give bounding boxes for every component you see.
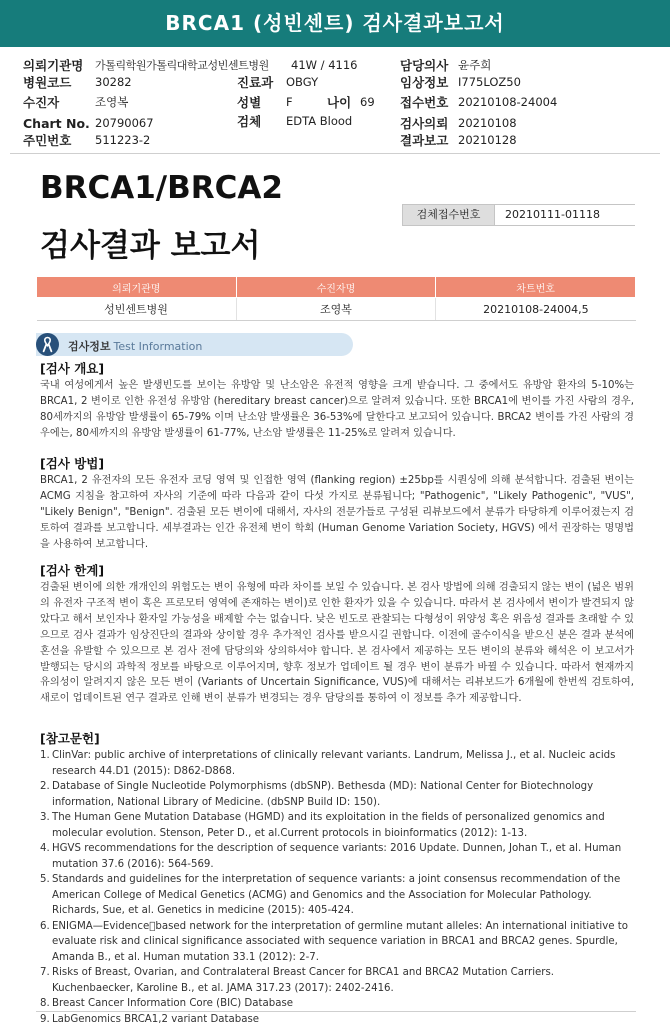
hospital-code-label: 병원코드 — [23, 75, 72, 90]
age-label: 나이 — [327, 95, 352, 110]
dept-value: OBGY — [286, 75, 319, 89]
report-date-value: 20210128 — [458, 133, 517, 147]
report-date-label: 결과보고 — [400, 133, 449, 148]
table-header-cell: 수진자명 — [236, 277, 436, 298]
reference-item: 2. Database of Single Nucleotide Polymorphisms (dbSNP). Bethesda (MD): National Center for Biotechnology information, National Library of Medicine. (dbSNP Build ID: 150). — [40, 781, 594, 808]
reference-item: 1. ClinVar: public archive of interpretations of clinically relevant variants. Landrum, Melissa J., et al. Nucleic acids research 44.D1 (2015): D862-D868. — [40, 750, 616, 777]
reference-item: 7. Risks of Breast, Ovarian, and Contralateral Breast Cancer for BRCA1 and BRCA2 Mutation Carriers. Kuchenbaecker, Karoline B., et al. JAMA 317.23 (2017): 2402-2416. — [40, 967, 555, 994]
section-references — [40, 730, 634, 1025]
table-row — [37, 298, 636, 321]
reference-item: 4. HGVS recommendations for the description of sequence variants: 2016 Update. Dunnen, Johan T., et al. Human mutation 37.6 (2016): 564-569. — [40, 843, 622, 870]
table-header-row — [37, 277, 636, 298]
section-title: [검사 방법] — [40, 456, 105, 471]
clinical-info-label: 임상정보 — [400, 75, 449, 90]
age-value: 69 — [360, 95, 375, 109]
request-date-value: 20210108 — [458, 116, 517, 130]
ribbon-icon — [36, 333, 59, 356]
institution-value: 가톨릭학원가톨릭대학교성빈센트병원 — [95, 59, 269, 72]
test-info-label: 검사정보 — [68, 340, 111, 353]
window-title: BRCA1 (성빈센트) 검사결과보고서 — [0, 0, 670, 47]
doc-title-line1: BRCA1/BRCA2 — [40, 170, 283, 206]
table-header-cell: 차트번호 — [436, 277, 636, 298]
section-limitations — [40, 562, 634, 707]
section-method — [40, 455, 634, 553]
doc-title-line2: 검사결과 보고서 — [40, 228, 261, 264]
reference-item: 5. Standards and guidelines for the interpretation of sequence variants: a joint consensus recommendation of the American College of Medical Genetics (ACMG) and Genomics and the Association for Molecular Pathology. Richards, Sue, et al. Genetics in medicine (2015): 405-424. — [40, 874, 621, 916]
clinical-info-value: I775LOZ50 — [458, 75, 521, 89]
reference-list — [40, 748, 634, 1025]
chart-no-label: Chart No. — [23, 116, 90, 131]
institution-label: 의뢰기관명 — [23, 58, 84, 73]
section-body: 검출된 변이에 의한 개개인의 위험도는 변이 유형에 따라 차이를 보일 수 있습니다. 본 검사 방법에 의해 검출되지 않는 변이 (넓은 범위의 유전자 구조적 변이 혹은 프로모터 영역에 존재하는 변이)로 인한 환자가 있을 수 있습니다. 따라서 본 검사에서 변이가 발견되지 않았다고 해서 보인자나 환자일 가능성을 배제할 수는 없습니다. 낮은 빈도로 관찰되는 다형성이 위양성 혹은 위음성 결과를 초래할 수 있으므로 검사 결과가 임상진단의 결과와 상이할 경우 추가적인 검사를 받으시길 권합니다. 이전에 골수이식을 받으신 분은 결과 분석에 혼선을 유발할 수 있으므로 본 검사 전에 담당의와 상의하셔야 합니다. 본 검사에서 제공하는 모든 변이의 분류와 해석은 이 보고서가 발행되는 당시의 과학적 정보를 바탕으로 이루어지며, 향후 정보가 업데이트 될 경우 변이 분류가 바뀔 수 있습니다. 따라서 현재까지 유의성이 알려지지 않은 모든 변이 (Variants of Uncertain Significance, VUS)에 대해서는 리뷰보드가 6개월에 한번씩 검토하여, 새로이 업데이트된 연구 결과로 인해 변이 분류가 변경되는 경우 담당의를 통하여 이 정보를 추가 제공합니다. — [40, 582, 634, 705]
ssn-label: 주민번호 — [23, 133, 72, 148]
ward-value: 41W / 4116 — [291, 58, 358, 72]
registration-no-label: 검체접수번호 — [402, 204, 495, 226]
section-overview — [40, 360, 634, 442]
hospital-code-value: 30282 — [95, 75, 132, 89]
specimen-value: EDTA Blood — [286, 114, 353, 128]
table-cell: 조영복 — [236, 298, 436, 321]
section-title: [검사 개요] — [40, 361, 105, 376]
section-body: 국내 여성에게서 높은 발생빈도를 보이는 유방암 및 난소암은 유전적 영향을 크게 받습니다. 그 중에서도 유방암 환자의 5-10%는 BRCA1, 2 변이로 인한 유전성 유방암 (hereditary breast cancer)으로 알려져 있습니다. 또한 BRCA1에 변이를 가진 사람의 경우, 80세까지의 유방암 발생률이 65-79% 이며 난소암 발생률은 36-53%에 달한다고 보고되어 있습니다. BRCA2 변이를 가진 사람의 경우에는, 80세까지의 유방암 발생률이 61-77%, 난소암 발생률은 11-25%로 알려져 있습니다. — [40, 380, 634, 439]
reference-item: 6. ENIGMA—Evidence􏰀based network for the interpretation of germline mutant alleles: An international initiative to evaluate risk and clinical significance associated with sequence variation in BRCA1 and BRCA2 genes. Spurdle, Amanda B., et al. Human mutation 33.1 (2012): 2-7. — [40, 920, 629, 963]
patient-value: 조영복 — [95, 95, 129, 109]
request-date-label: 검사의뢰 — [400, 116, 449, 131]
receipt-no-label: 접수번호 — [400, 95, 449, 110]
ssn-value: 511223-2 — [95, 133, 151, 147]
reference-item: 3. The Human Gene Mutation Database (HGMD) and its exploitation in the fields of personalized genomics and molecular evolution. Stenson, Peter D., et al.Current protocols in bioinformatics (2012): 1-13. — [40, 812, 605, 839]
sex-value: F — [286, 95, 293, 109]
summary-table — [36, 276, 636, 321]
sex-label: 성별 — [237, 95, 262, 110]
table-header-cell: 의뢰기관명 — [37, 277, 237, 298]
chart-no-value: 20790067 — [95, 116, 154, 130]
patient-label: 수진자 — [23, 95, 60, 110]
test-info-banner — [36, 333, 353, 356]
footer-divider — [36, 1011, 636, 1012]
doctor-label: 담당의사 — [400, 58, 449, 73]
test-info-label-en: Test Information — [113, 340, 203, 353]
table-cell: 성빈센트병원 — [37, 298, 237, 321]
registration-no-value: 20210111-01118 — [495, 204, 635, 226]
report-header — [0, 48, 670, 152]
dept-label: 진료과 — [237, 75, 274, 90]
receipt-no-value: 20210108-24004 — [458, 95, 558, 109]
reference-item: 9. LabGenomics BRCA1,2 variant Database — [40, 1013, 260, 1025]
reference-item: 8. Breast Cancer Information Core (BIC) Database — [40, 998, 294, 1009]
section-title: [참고문헌] — [40, 731, 100, 746]
section-body: BRCA1, 2 유전자의 모든 유전자 코딩 영역 및 인접한 영역 (flanking region) ±25bp를 시퀀싱에 의해 분석합니다. 검출된 변이는 ACMG 지침을 참고하여 자사의 기준에 따라 다음과 같이 다섯 가지로 분류됩니다; "Pathogenic", "Likely Pathogenic", "VUS", "Likely Benign", "Benign". 검출된 모든 변이에 대해서, 자사의 전문가들로 구성된 리뷰보드에서 분류가 타당하게 이루어졌는지 검토하여 결과를 보고합니다. 세부결과는 인간 유전체 변이 학회 (Human Genome Variation Society, HGVS) 에서 권장하는 명명법을 사용하여 보고합니다. — [40, 475, 634, 550]
doctor-value: 윤주희 — [458, 58, 492, 72]
specimen-label: 검체 — [237, 114, 262, 129]
table-cell: 20210108-24004,5 — [436, 298, 636, 321]
section-title: [검사 한계] — [40, 563, 105, 578]
header-divider — [10, 153, 660, 154]
